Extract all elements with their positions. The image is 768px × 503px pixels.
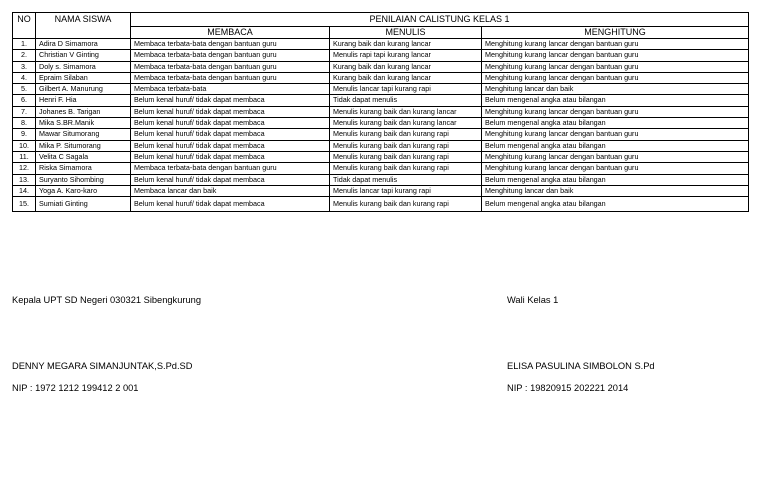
cell-writing: Menulis kurang baik dan kurang rapi [330, 129, 482, 140]
assessment-table [12, 12, 749, 212]
cell-counting: Belum mengenal angka atau bilangan [482, 174, 749, 185]
cell-writing: Menulis kurang baik dan kurang rapi [330, 140, 482, 151]
table-row [13, 95, 749, 106]
cell-writing: Menulis kurang baik dan kurang rapi [330, 163, 482, 174]
cell-no: 3. [13, 61, 36, 72]
assessment-sheet [12, 12, 749, 212]
cell-no: 13. [13, 174, 36, 185]
cell-counting: Belum mengenal angka atau bilangan [482, 197, 749, 212]
cell-writing: Kurang baik dan kurang lancar [330, 72, 482, 83]
header-no: NO [13, 13, 36, 39]
left-signatory-title: Kepala UPT SD Negeri 030321 Sibengkurung [12, 295, 201, 305]
cell-writing: Menulis kurang baik dan kurang rapi [330, 197, 482, 212]
cell-counting: Menghitung kurang lancar dengan bantuan guru [482, 72, 749, 83]
left-signatory-name: DENNY MEGARA SIMANJUNTAK,S.Pd.SD [12, 361, 193, 371]
cell-reading: Belum kenal huruf/ tidak dapat membaca [131, 174, 330, 185]
table-row [13, 197, 749, 212]
cell-reading: Membaca terbata-bata dengan bantuan guru [131, 50, 330, 61]
cell-reading: Membaca lancar dan baik [131, 185, 330, 196]
left-signatory-nip: NIP : 1972 1212 199412 2 001 [12, 383, 139, 393]
cell-counting: Menghitung kurang lancar dengan bantuan guru [482, 151, 749, 162]
cell-student-name: Velita C Sagala [36, 151, 131, 162]
cell-reading: Membaca terbata-bata dengan bantuan guru [131, 72, 330, 83]
table-row [13, 50, 749, 61]
cell-reading: Membaca terbata-bata dengan bantuan guru [131, 39, 330, 50]
right-signatory-name: ELISA PASULINA SIMBOLON S.Pd [507, 361, 655, 371]
cell-writing: Menulis kurang baik dan kurang lancar [330, 106, 482, 117]
cell-student-name: Sumiati Ginting [36, 197, 131, 212]
cell-writing: Menulis rapi tapi kurang lancar [330, 50, 482, 61]
cell-reading: Belum kenal huruf/ tidak dapat membaca [131, 106, 330, 117]
cell-counting: Menghitung kurang lancar dengan bantuan guru [482, 106, 749, 117]
table-row [13, 163, 749, 174]
cell-no: 5. [13, 84, 36, 95]
cell-counting: Belum mengenal angka atau bilangan [482, 140, 749, 151]
table-row [13, 118, 749, 129]
cell-no: 14. [13, 185, 36, 196]
table-row [13, 129, 749, 140]
table-row [13, 106, 749, 117]
cell-counting: Belum mengenal angka atau bilangan [482, 118, 749, 129]
header-name: NAMA SISWA [36, 13, 131, 39]
cell-writing: Kurang baik dan kurang lancar [330, 61, 482, 72]
table-row [13, 61, 749, 72]
cell-student-name: Adira D Simamora [36, 39, 131, 50]
cell-reading: Membaca terbata-bata dengan bantuan guru [131, 61, 330, 72]
cell-no: 7. [13, 106, 36, 117]
cell-no: 2. [13, 50, 36, 61]
table-row [13, 185, 749, 196]
cell-counting: Menghitung kurang lancar dengan bantuan guru [482, 61, 749, 72]
cell-student-name: Doly s. Simamora [36, 61, 131, 72]
cell-reading: Membaca terbata-bata dengan bantuan guru [131, 163, 330, 174]
right-signatory-nip: NIP : 19820915 202221 2014 [507, 383, 629, 393]
cell-student-name: Yoga A. Karo-karo [36, 185, 131, 196]
table-row [13, 140, 749, 151]
header-writing: MENULIS [330, 27, 482, 39]
table-row [13, 39, 749, 50]
cell-reading: Membaca terbata-bata [131, 84, 330, 95]
cell-student-name: Mika P. Situmorang [36, 140, 131, 151]
cell-counting: Menghitung lancar dan baik [482, 84, 749, 95]
cell-student-name: Henri F. Hia [36, 95, 131, 106]
cell-reading: Belum kenal huruf/ tidak dapat membaca [131, 197, 330, 212]
cell-counting: Menghitung kurang lancar dengan bantuan guru [482, 50, 749, 61]
cell-writing: Menulis kurang baik dan kurang lancar [330, 118, 482, 129]
cell-no: 8. [13, 118, 36, 129]
right-signatory-title: Wali Kelas 1 [507, 295, 559, 305]
cell-student-name: Suryanto Sihombing [36, 174, 131, 185]
cell-reading: Belum kenal huruf/ tidak dapat membaca [131, 95, 330, 106]
cell-writing: Kurang baik dan kurang lancar [330, 39, 482, 50]
header-assessment: PENILAIAN CALISTUNG KELAS 1 [131, 13, 749, 27]
cell-student-name: Mawar Situmorang [36, 129, 131, 140]
cell-no: 6. [13, 95, 36, 106]
cell-writing: Menulis lancar tapi kurang rapi [330, 185, 482, 196]
cell-writing: Menulis lancar tapi kurang rapi [330, 84, 482, 95]
cell-no: 9. [13, 129, 36, 140]
cell-student-name: Mika S.BR.Manik [36, 118, 131, 129]
cell-no: 4. [13, 72, 36, 83]
cell-reading: Belum kenal huruf/ tidak dapat membaca [131, 151, 330, 162]
cell-student-name: Epraim Silaban [36, 72, 131, 83]
cell-reading: Belum kenal huruf/ tidak dapat membaca [131, 140, 330, 151]
cell-counting: Menghitung kurang lancar dengan bantuan guru [482, 129, 749, 140]
cell-no: 12. [13, 163, 36, 174]
cell-no: 10. [13, 140, 36, 151]
cell-student-name: Christian V Ginting [36, 50, 131, 61]
cell-no: 15. [13, 197, 36, 212]
table-row [13, 174, 749, 185]
header-reading: MEMBACA [131, 27, 330, 39]
cell-counting: Menghitung lancar dan baik [482, 185, 749, 196]
cell-no: 11. [13, 151, 36, 162]
cell-student-name: Johanes B. Tarigan [36, 106, 131, 117]
cell-counting: Menghitung kurang lancar dengan bantuan guru [482, 163, 749, 174]
table-row [13, 84, 749, 95]
header-counting: MENGHITUNG [482, 27, 749, 39]
cell-no: 1. [13, 39, 36, 50]
cell-student-name: Gilbert A. Manurung [36, 84, 131, 95]
cell-student-name: Riska Simamora [36, 163, 131, 174]
cell-counting: Menghitung kurang lancar dengan bantuan guru [482, 39, 749, 50]
cell-writing: Menulis kurang baik dan kurang rapi [330, 151, 482, 162]
cell-reading: Belum kenal huruf/ tidak dapat membaca [131, 118, 330, 129]
cell-writing: Tidak dapat menulis [330, 174, 482, 185]
cell-writing: Tidak dapat menulis [330, 95, 482, 106]
table-row [13, 72, 749, 83]
cell-reading: Belum kenal huruf/ tidak dapat membaca [131, 129, 330, 140]
cell-counting: Belum mengenal angka atau bilangan [482, 95, 749, 106]
table-row [13, 151, 749, 162]
